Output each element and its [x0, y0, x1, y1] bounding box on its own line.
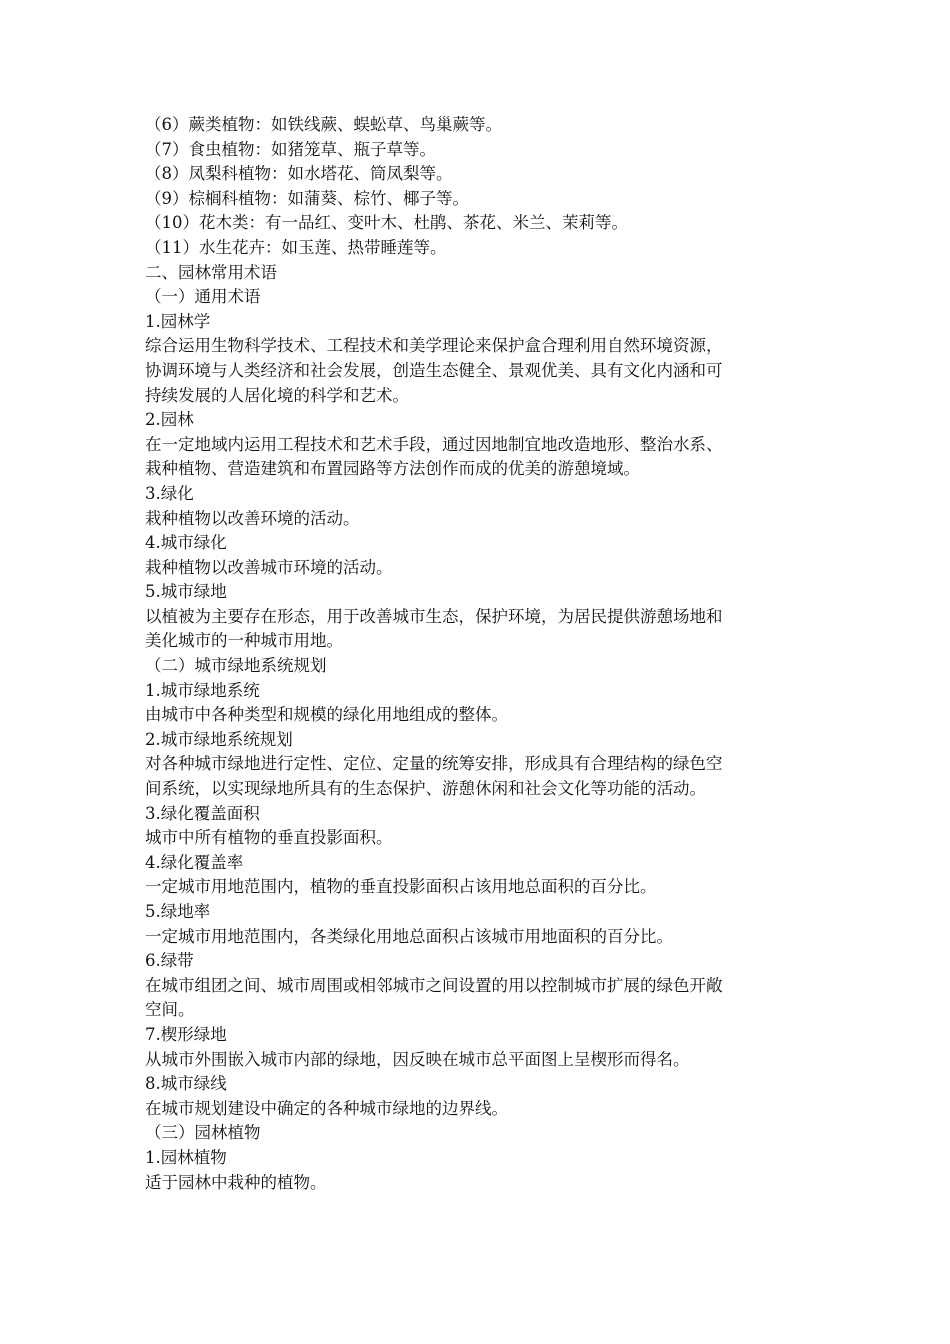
term-definition-line: 美化城市的一种城市用地。 [145, 631, 343, 651]
term-definition-line: 适于园林中栽种的植物。 [145, 1172, 327, 1192]
term-title: 4.绿化覆盖率 [145, 852, 244, 872]
term-title: 5.绿地率 [145, 902, 211, 921]
term-definition-line: 协调环境与人类经济和社会发展，创造生态健全、景观优美、具有文化内涵和可 [145, 360, 723, 380]
term-title: 2.城市绿地系统规划 [145, 729, 293, 749]
term-definition-line: 一定城市用地范围内，植物的垂直投影面积占该用地总面积的百分比。 [145, 877, 657, 897]
list-item: （6）蕨类植物：如铁线蕨、蜈蚣草、鸟巢蕨等。 [145, 115, 502, 134]
section-heading: 二、园林常用术语 [145, 262, 277, 282]
list-item: （7）食虫植物：如猪笼草、瓶子草等。 [145, 139, 436, 159]
term-definition-line: 空间。 [145, 1000, 195, 1020]
term-definition-line: 间系统，以实现绿地所具有的生态保护、游憩休闲和社会文化等功能的活动。 [145, 779, 706, 799]
term-definition-line: 在城市规划建设中确定的各种城市绿地的边界线。 [145, 1098, 508, 1118]
term-definition-line: 在一定地域内运用工程技术和艺术手段，通过因地制宜地改造地形、整治水系、 [145, 434, 723, 454]
list-item: （11）水生花卉：如玉莲、热带睡莲等。 [145, 237, 447, 257]
term-definition-line: 从城市外围嵌入城市内部的绿地，因反映在城市总平面图上呈楔形而得名。 [145, 1049, 690, 1069]
term-title: 2.园林 [145, 410, 194, 430]
list-item: （8）凤梨科植物：如水塔花、筒凤梨等。 [145, 164, 453, 184]
term-definition-line: 综合运用生物科学技术、工程技术和美学理论来保护盒合理利用自然环境资源， [145, 336, 723, 356]
term-title: 1.城市绿地系统 [145, 680, 260, 700]
plant-category-list [145, 113, 815, 261]
list-item: （9）棕榈科植物：如蒲葵、棕竹、椰子等。 [145, 188, 469, 208]
subsection-heading: （一）通用术语 [145, 287, 261, 307]
term-title: 1.园林植物 [145, 1147, 227, 1167]
term-title: 7.楔形绿地 [145, 1024, 227, 1044]
term-definition-line: 栽种植物以改善环境的活动。 [145, 508, 360, 528]
term-definition-line: 持续发展的人居化境的科学和艺术。 [145, 385, 409, 405]
term-title: 8.城市绿线 [145, 1074, 227, 1094]
term-definition-line: 城市中所有植物的垂直投影面积。 [145, 828, 393, 848]
term-definition-line: 由城市中各种类型和规模的绿化用地组成的整体。 [145, 705, 508, 725]
term-definition-line: 栽种植物以改善城市环境的活动。 [145, 557, 393, 577]
term-title: 1.园林学 [145, 311, 211, 331]
document-page [145, 113, 815, 1195]
term-title: 4.城市绿化 [145, 533, 227, 553]
term-title: 5.城市绿地 [145, 582, 227, 602]
list-item: （10）花木类：有一品红、变叶木、杜鹃、茶花、米兰、茉莉等。 [145, 213, 628, 233]
term-definition-line: 一定城市用地范围内，各类绿化用地总面积占该城市用地面积的百分比。 [145, 926, 673, 946]
term-definition-line: 在城市组团之间、城市周围或相邻城市之间设置的用以控制城市扩展的绿色开敞 [145, 975, 723, 995]
subsection-heading: （二）城市绿地系统规划 [145, 656, 327, 676]
term-title: 6.绿带 [145, 951, 194, 971]
term-title: 3.绿化覆盖面积 [145, 803, 260, 823]
term-definition-line: 以植被为主要存在形态，用于改善城市生态，保护环境，为居民提供游憩场地和 [145, 606, 723, 626]
term-definition-line: 对各种城市绿地进行定性、定位、定量的统筹安排，形成具有合理结构的绿色空 [145, 754, 723, 774]
term-title: 3.绿化 [145, 483, 194, 503]
term-definition-line: 栽种植物、营造建筑和布置园路等方法创作而成的优美的游憩境域。 [145, 459, 640, 479]
subsection-heading: （三）园林植物 [145, 1123, 261, 1143]
